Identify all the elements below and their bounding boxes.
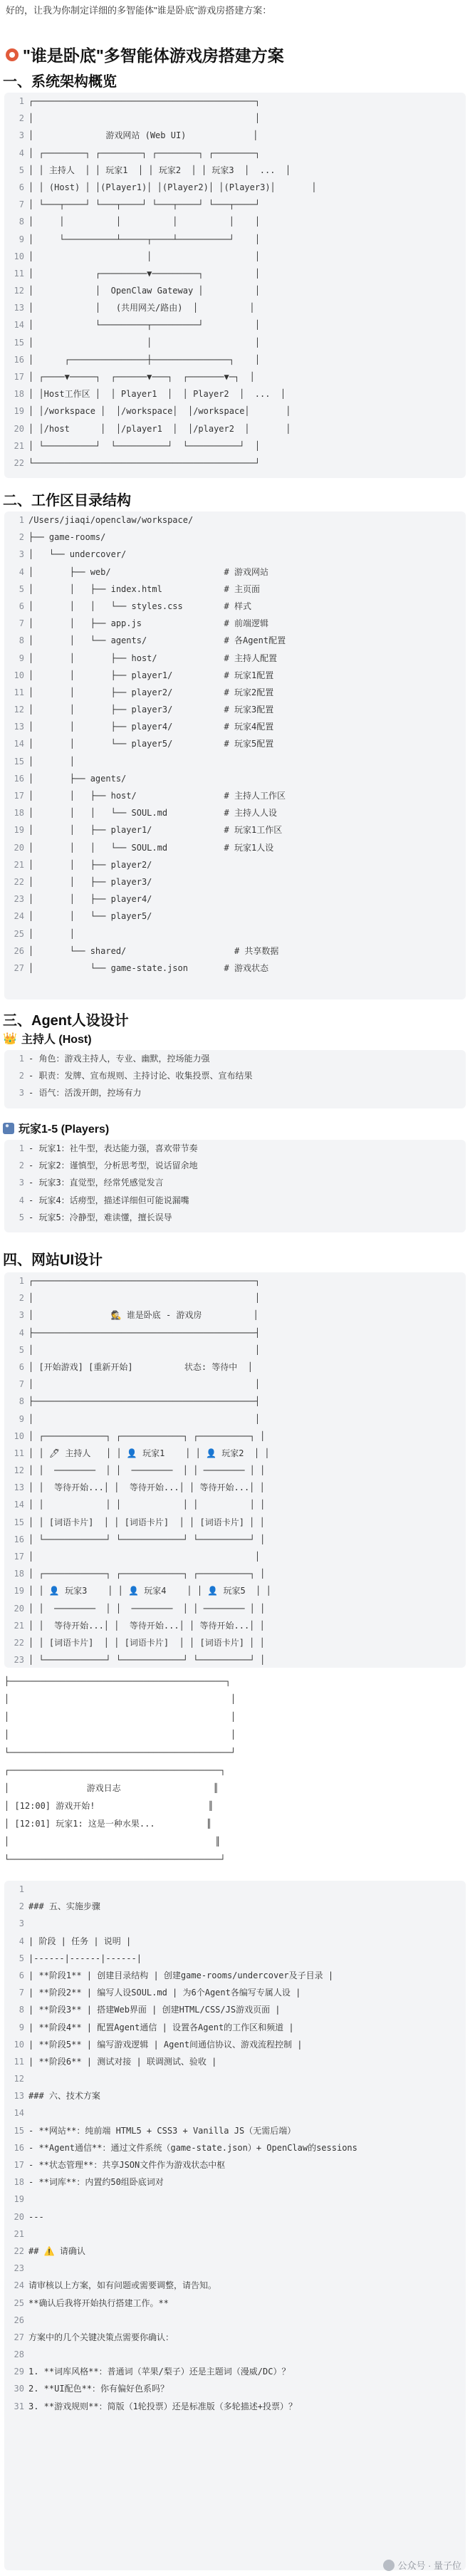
code-line [28,2260,461,2277]
code-line: │ │ │ │ │ │ │ │ [28,1500,266,1510]
code-line: │ │ ├── app.js # 前端逻辑 [28,618,268,629]
line-number: 15 [14,2125,24,2136]
line-number: 13 [14,722,24,732]
line-number: 24 [14,911,24,922]
code-line: │ │ 等待开始...│ │ 等待开始...│ │ 等待开始...│ │ [28,1620,265,1631]
line-number: 1 [19,515,24,525]
players-persona-list [28,1140,461,1226]
line-number: 5 [19,1344,24,1355]
line-number: 6 [19,1970,24,1980]
line-number: 22 [14,1637,24,1648]
ui-mockup [28,1272,461,1668]
line-number: 2 [19,1293,24,1304]
code-line: ├── game-rooms/ [28,532,106,543]
line-number: 4 [19,147,24,158]
host-persona-list [28,1050,461,1102]
code-line: │ └────────────┘ └────────────┘ └──────────┘ │ [28,1534,266,1544]
code-line: │ │/workspace │ │/workspace│ │/workspace│ │ [28,406,291,417]
code-line: │ │Host工作区 │ │ Player1 │ │ Player2 │ ... │ [28,389,286,400]
code-line: │ ┌────────────┐ ┌────────────┐ ┌──────────┐ │ [28,1430,266,1441]
code-line: ├───────────────────────────────────────────┤ [28,1327,261,1338]
directory-tree [28,511,461,977]
code-line: │ │ (Host) │ │(Player1)│ │(Player2)│ │(Player3)│ │ [28,182,317,192]
line-number: 7 [19,1379,24,1390]
code-line: │ │ [词语卡片] │ │ [词语卡片] │ │ [词语卡片] │ │ [28,1637,265,1648]
code-line: | **阶段2** | 编写人设SOUL.md | 为6个Agent各编写专属人设 | [28,1988,301,1998]
line-number: 8 [19,217,24,227]
architecture-diagram [28,93,461,472]
code-line: - 玩家4：话痨型，描述详细但可能说漏嘴 [28,1195,189,1205]
code-line: ┌───────────────────────────────────────────┐ [28,96,261,106]
line-number: 19 [14,1586,24,1596]
line-number: 9 [19,653,24,663]
code-line: 2. **UI配色**：你有偏好色系吗？ [28,2384,169,2394]
code-line: │ │ [词语卡片] │ │ [词语卡片] │ │ [词语卡片] │ │ [28,1517,265,1527]
line-number: 27 [14,2332,24,2342]
line-numbers [4,1881,24,2415]
line-number: 21 [14,859,24,870]
code-line: └───────────────────────────────────────────┘ [28,457,261,468]
line-number: 22 [14,876,24,887]
code-line [28,1915,461,1932]
watermark [383,2558,461,2572]
line-number: 13 [14,1482,24,1493]
page-title-text: "谁是卧底"多智能体游戏房搭建方案 [23,46,284,65]
wechat-icon [383,2560,395,2571]
line-number: 27 [14,962,24,973]
line-number: 19 [14,2194,24,2205]
line-number: 2 [19,113,24,124]
code-line: | **阶段5** | 编写游戏逻辑 | Agent间通信协议、游戏流程控制 | [28,2039,303,2050]
code-line: │ [12:01] 玩家1: 这是一种水果... ║ [4,1819,212,1829]
line-number: 12 [14,1465,24,1476]
line-number: 9 [19,1413,24,1424]
code-line [28,2226,461,2243]
code-line: │ │ [28,1293,261,1304]
code-line: │ └──────────┘ └──────────┘ └──────────┘ │ [28,440,261,451]
code-line: │ [开始游戏] [重新开始] 状态: 等待中 │ [28,1361,253,1372]
code-line: │ │ [28,1413,261,1424]
code-line: │ │ ──────── │ │ ──────── │ │ ──────── │ │ [28,1465,266,1476]
line-number: 10 [14,251,24,261]
line-number: 14 [14,1500,24,1510]
code-line: │ ┌─────────▼─────────┐ │ [28,268,261,279]
code-line: - 玩家2：谨慎型，分析思考型，说话留余地 [28,1160,198,1171]
host-persona-heading [3,1030,92,1046]
line-number: 16 [14,1534,24,1544]
code-line: **确认后我将开始执行搭建工作。** [28,2297,169,2308]
code-line: │ ├── web/ # 游戏网站 [28,566,268,577]
code-line: │ └── shared/ # 共享数据 [28,945,279,956]
line-number: 8 [19,1396,24,1407]
line-number: 7 [19,618,24,629]
code-line: │ │ [28,756,75,767]
code-line: │ │ ├── player3/ [28,876,152,887]
code-line: │ └────────────┘ └────────────┘ └──────────┘ │ [28,1655,266,1666]
line-number: 5 [19,583,24,594]
plan-text [28,1881,461,2415]
line-number: 3 [19,549,24,560]
line-number: 4 [19,1936,24,1946]
code-line: │ │ ├── host/ # 主持人工作区 [28,791,286,801]
line-number: 26 [14,2315,24,2325]
code-line: │ │ ├── index.html # 主页面 [28,583,260,594]
players-persona-code-block [4,1140,466,1232]
line-number: 12 [14,2074,24,2084]
line-number: 11 [14,687,24,697]
code-line: │ └──────────┴─────┬────┴──────────┘ │ [28,234,261,244]
line-number: 14 [14,739,24,749]
code-line: --- [28,2211,44,2222]
code-line: - **词库**：内置约50组卧底词对 [28,2177,164,2188]
line-numbers [4,1272,24,1668]
code-line: │ └─────────┬─────────┘ │ [28,320,261,331]
line-number: 5 [19,165,24,175]
line-number: 22 [14,2245,24,2256]
line-number: 7 [19,199,24,210]
line-number: 20 [14,1603,24,1614]
line-number: 1 [19,1276,24,1286]
line-number: 20 [14,2211,24,2222]
code-line: ├───────────────────────────────────────────┤ [28,1396,261,1407]
line-number: 16 [14,773,24,784]
section-ui-heading: 四、网站UI设计 [3,1252,103,1268]
line-number: 17 [14,1552,24,1562]
line-number: 25 [14,2297,24,2308]
line-number: 1 [19,1143,24,1153]
code-line: │ │ (共用网关/路由) │ │ [28,303,255,313]
line-number: 20 [14,423,24,434]
line-number: 18 [14,1569,24,1579]
line-number: 5 [19,1212,24,1222]
code-line: │ │ ├── player3/ # 玩家3配置 [28,705,274,715]
line-number: 10 [14,670,24,680]
line-number: 10 [14,1430,24,1441]
code-line: │ │ 👤 玩家3 │ │ 👤 玩家4 │ │ 👤 玩家5 │ │ [28,1586,271,1596]
players-persona-title: 玩家1-5 (Players) [19,1123,110,1136]
line-number: 23 [14,2263,24,2274]
page-title [6,43,284,66]
code-line: │ │ │ └── styles.css # 样式 [28,601,251,611]
line-number: 18 [14,389,24,400]
code-line: | **阶段3** | 搭建Web界面 | 创建HTML/CSS/JS游戏页面 | [28,2005,281,2015]
line-number: 6 [19,601,24,611]
line-number: 4 [19,566,24,577]
line-number: 3 [19,1918,24,1929]
code-line: │ ┌────▼─────┐ ┌──────▼───┐ ┌───────▼─┐ │ [28,372,255,382]
line-number: 3 [19,1088,24,1099]
code-line: 1. **词库风格**：普通词（苹果/梨子）还是主题词（漫威/DC）？ [28,2367,291,2377]
host-persona-code-block [4,1050,466,1108]
line-number: 13 [14,303,24,313]
code-line: | 阶段 | 任务 | 说明 | [28,1936,132,1946]
line-number: 14 [14,320,24,331]
line-number: 8 [19,2005,24,2015]
line-number: 1 [19,1054,24,1064]
code-line: | **阶段6** | 测试对接 | 联调测试、验收 | [28,2056,217,2067]
line-number: 26 [14,945,24,956]
line-number: 16 [14,354,24,365]
line-number: 2 [19,1071,24,1081]
section-architecture-heading: 一、系统架构概览 [3,74,117,90]
code-line: - 玩家5：冷静型，难读懂，擅长误导 [28,1212,172,1222]
line-number: 2 [19,1160,24,1171]
line-number: 8 [19,635,24,646]
code-line: - 玩家1：社牛型，表达能力强，喜欢带节奏 [28,1143,198,1153]
plan-code-block [4,1881,466,2570]
line-number: 16 [14,2142,24,2153]
line-number: 12 [14,286,24,296]
code-line: │ │ [4,1712,236,1722]
line-number: 24 [14,2280,24,2291]
code-line: - 职责：发牌、宣布规则、主持讨论、收集投票、宣布结果 [28,1071,253,1081]
line-number: 3 [19,130,24,141]
code-line: │ │ [28,928,75,939]
code-line: │ │ └── agents/ # 各Agent配置 [28,635,286,646]
code-line: ## ⚠️ 请确认 [28,2245,85,2256]
line-number: 2 [19,532,24,543]
code-line: │ │ 等待开始...│ │ 等待开始...│ │ 等待开始...│ │ [28,1482,265,1493]
code-line: │ │ │ │ │ │ [28,217,261,227]
code-line: │ │ ├── player2/ # 玩家2配置 [28,687,274,697]
code-line: │ └── game-state.json # 游戏状态 [28,962,268,973]
code-line: │ └── undercover/ [28,549,127,560]
code-line: - 语气：活泼开朗，控场有力 [28,1088,142,1099]
code-line [28,2346,461,2363]
line-number: 29 [14,2367,24,2377]
line-number: 13 [14,2091,24,2102]
code-line: │ │ ├── player2/ [28,859,152,870]
code-line: │ │ OpenClaw Gateway │ │ [28,286,261,296]
code-line: └─────────────────────────────────────────┘ [4,1854,226,1864]
person-icon [3,1123,14,1134]
line-number: 15 [14,337,24,348]
crown-icon: 👑 [3,1032,17,1045]
code-line [28,2191,461,2208]
code-line: - 角色：游戏主持人，专业、幽默，控场能力强 [28,1054,210,1064]
line-number: 25 [14,928,24,939]
line-number: 2 [19,1901,24,1912]
line-numbers [4,93,24,472]
code-line: ### 六、技术方案 [28,2091,100,2102]
code-line: 请审核以上方案，如有问题或需要调整，请告知。 [28,2280,217,2291]
host-persona-title: 主持人 (Host) [21,1034,92,1046]
line-number: 30 [14,2384,24,2394]
line-number: 19 [14,406,24,417]
code-line: │ │ 主持人 │ │ 玩家1 │ │ 玩家2 │ │ 玩家3 │ ... │ [28,165,291,175]
code-line: └───────────────────────────────────────────┘ [4,1747,236,1757]
line-number: 23 [14,1655,24,1666]
line-number: 7 [19,1988,24,1998]
code-line: │ │ [28,1552,261,1562]
line-number: 9 [19,234,24,244]
code-line: 方案中的几个关键决策点需要你确认： [28,2332,174,2342]
line-numbers [4,1140,24,1226]
code-line: │ │ │ [28,251,261,261]
directory-code-block [4,511,466,999]
architecture-code-block [4,93,466,478]
code-line: │ │ [4,1694,236,1704]
code-line: 3. **游戏规则**：简版（1轮投票）还是标准版（多轮描述+投票）？ [28,2401,298,2411]
line-number: 5 [19,1953,24,1963]
line-number: 4 [19,1195,24,1205]
line-numbers [4,511,24,977]
section-directory-heading: 二、工作区目录结构 [3,493,131,509]
code-line: │ │ ├── player1/ # 玩家1工作区 [28,825,283,836]
line-number: 21 [14,2228,24,2239]
line-number: 10 [14,2039,24,2050]
code-line: │ │/host │ │/player1 │ │/player2 │ │ [28,423,291,434]
code-line: │ ┌────────────┐ ┌────────────┐ ┌──────────┐ │ [28,1569,266,1579]
code-line: - **状态管理**：共享JSON文件作为游戏状态中枢 [28,2160,226,2170]
code-line [28,1881,461,1898]
code-line: │ ┌───────────────┼───────────────┐ │ [28,354,261,365]
code-line: │ [12:00] 游戏开始! ║ [4,1801,214,1811]
intro-text: 好的，让我为你制定详细的多智能体"谁是卧底"游戏房搭建方案： [6,5,272,16]
line-number: 6 [19,1361,24,1372]
line-number: 17 [14,372,24,382]
line-number: 15 [14,756,24,767]
line-number: 1 [19,96,24,106]
line-number: 11 [14,1448,24,1458]
code-line: │ ║ [4,1837,221,1847]
code-line: | **阶段4** | 配置Agent通信 | 设置各Agent的工作区和频道 | [28,2022,294,2032]
ui-code-block [4,1272,466,1668]
line-number: 15 [14,1517,24,1527]
watermark-text: 公众号 · 量子位 [397,2560,461,2571]
code-line: - 玩家3：直觉型，经常凭感觉发言 [28,1178,164,1188]
line-numbers [4,1050,24,1102]
players-persona-heading [3,1120,109,1136]
code-line: │ ┌────────┐ ┌────────┐ ┌────────┐ ┌────────┐ [28,147,261,158]
code-line: - **Agent通信**：通过文件系统（game-state.json）+ OpenClaw的sessions [28,2142,357,2153]
code-line [28,2312,461,2329]
line-number: 23 [14,894,24,905]
line-number: 14 [14,2108,24,2119]
code-line: │ │ [28,113,261,124]
code-line: │ │ ├── player4/ [28,894,152,905]
code-line: | **阶段1** | 创建目录结构 | 创建game-rooms/undercover及子目录 | [28,1970,334,1980]
line-number: 1 [19,1884,24,1894]
code-line: |------|------|------| [28,1953,142,1963]
line-number: 20 [14,842,24,853]
line-number: 6 [19,182,24,192]
line-number: 11 [14,2056,24,2067]
code-line [28,2104,461,2121]
line-number: 21 [14,1620,24,1631]
code-line: │ │ │ [28,337,261,348]
code-line: │ │ └── player5/ [28,911,152,922]
code-line: │ │ │ └── SOUL.md # 主持人人设 [28,808,277,819]
line-number: 18 [14,808,24,819]
code-line: │ │ └── player5/ # 玩家5配置 [28,739,274,749]
line-number: 19 [14,825,24,836]
code-line: │ │ ├── player4/ # 玩家4配置 [28,722,274,732]
code-line: │ │ │ └── SOUL.md # 玩家1人设 [28,842,274,853]
code-line: │ 游戏日志 ║ [4,1783,219,1793]
code-line: │ ├── agents/ [28,773,127,784]
code-line: ┌───────────────────────────────────────────┐ [28,1276,261,1286]
line-number: 21 [14,440,24,451]
code-line: │ │ ├── player1/ # 玩家1配置 [28,670,274,680]
code-line [28,2070,461,2087]
game-log-mockup [4,1673,466,1869]
line-number: 3 [19,1178,24,1188]
code-line: │ │ [28,1379,261,1390]
line-number: 22 [14,457,24,468]
line-number: 17 [14,791,24,801]
code-line: │ │ 🖊 主持人 │ │ 👤 玩家1 │ │ 👤 玩家2 │ │ [28,1448,270,1458]
line-number: 28 [14,2349,24,2360]
code-line: /Users/jiaqi/openclaw/workspace/ [28,515,194,525]
line-number: 18 [14,2177,24,2188]
line-number: 11 [14,268,24,279]
code-line: │ └───┬────┘ └───┬────┘ └───┬────┘ └───┬────┘ [28,199,261,210]
code-line: │ │ [4,1730,236,1740]
line-number: 9 [19,2022,24,2032]
code-line: │ │ [28,1344,261,1355]
code-line: │ 🕵️ 谁是卧底 - 游戏房 │ [28,1310,258,1321]
code-line: - **网站**：纯前端 HTML5 + CSS3 + Vanilla JS（无需后端） [28,2125,296,2136]
line-number: 3 [19,1310,24,1321]
target-icon [6,48,19,61]
line-number: 12 [14,705,24,715]
code-line: ├──────────────────────────────────────────┐ [4,1676,231,1686]
code-line: │ │ ├── host/ # 主持人配置 [28,653,277,663]
section-agent-heading: 三、Agent人设设计 [3,1013,129,1029]
code-line: │ │ ──────── │ │ ──────── │ │ ──────── │ │ [28,1603,266,1614]
code-line: ### 五、实施步骤 [28,1901,100,1912]
line-number: 4 [19,1327,24,1338]
line-number: 31 [14,2401,24,2411]
code-line: ┌─────────────────────────────────────────┐ [4,1765,226,1775]
line-number: 17 [14,2160,24,2170]
code-line: │ 游戏网站 (Web UI) │ [28,130,258,141]
